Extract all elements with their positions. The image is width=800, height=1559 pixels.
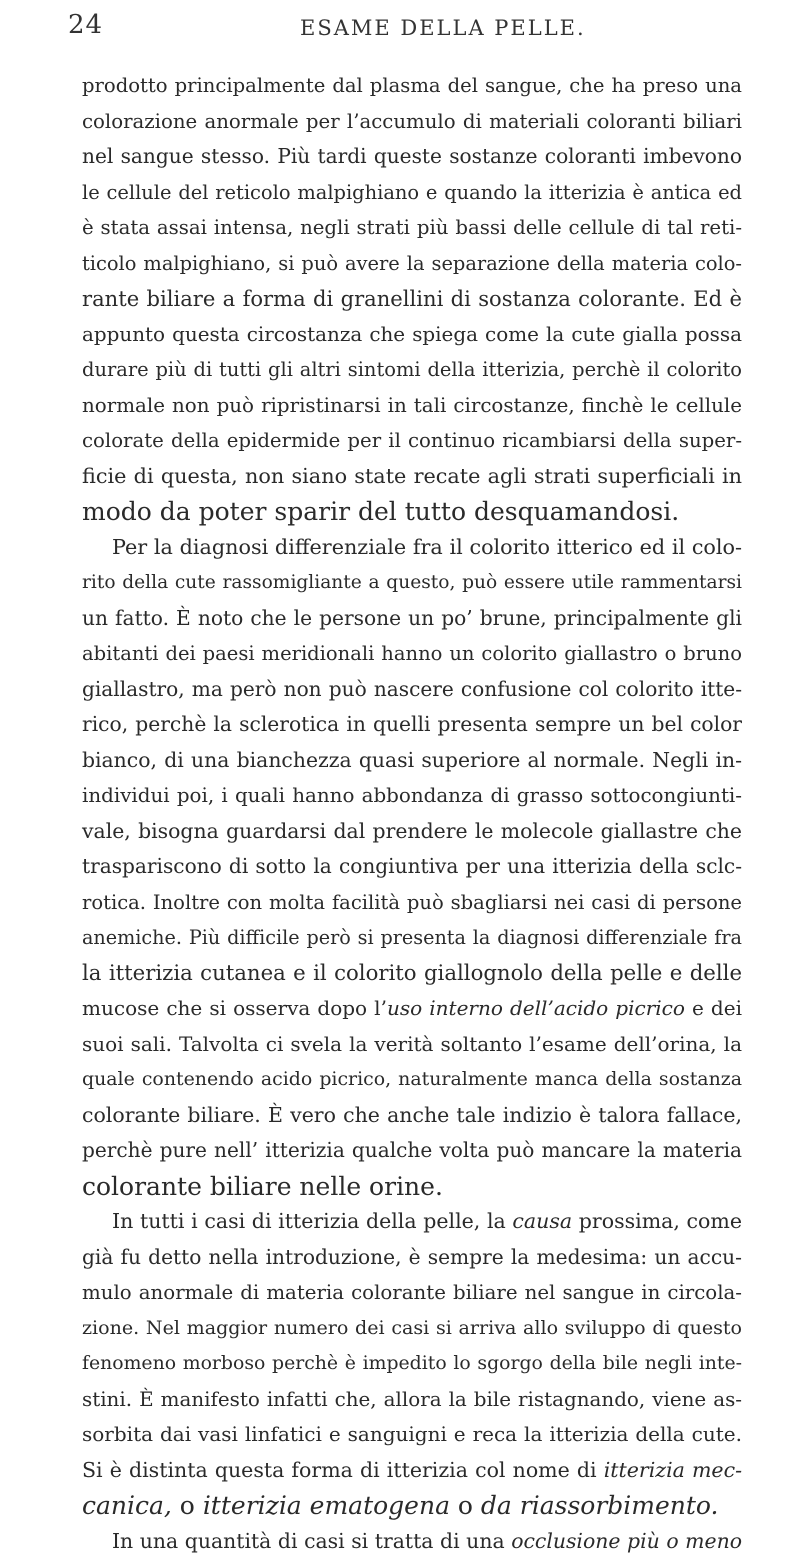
italic-text: itterizia ematogena xyxy=(203,1491,450,1520)
text-line xyxy=(82,352,742,388)
text-segment: modo da poter sparir del tutto desquamandosi. xyxy=(82,497,679,526)
running-head: ESAME DELLA PELLE. xyxy=(300,16,586,40)
text-segment: mucose che si osserva dopo l’ xyxy=(82,996,387,1020)
text-line xyxy=(82,743,742,779)
text-line xyxy=(82,1169,742,1205)
paragraph xyxy=(82,1524,742,1559)
text-line xyxy=(82,601,742,637)
text-segment: stini. È manifesto infatti che, allora la bile ristagnando, viene as- xyxy=(82,1388,742,1411)
italic-text: uso interno dell’acido picrico xyxy=(387,996,685,1020)
text-line xyxy=(82,459,742,495)
text-segment: ficie di questa, non siano state recate agli strati superficiali in xyxy=(82,464,742,488)
text-segment: rotica. Inoltre con molta facilità può sbagliarsi nei casi di persone xyxy=(82,891,742,914)
text-segment: è stata assai intensa, negli strati più bassi delle cellule di tal reti- xyxy=(82,216,742,239)
text-segment: suoi sali. Talvolta ci svela la verità soltanto l’esame dell’orina, la xyxy=(82,1032,742,1056)
text-segment: zione. Nel maggior numero dei casi si arriva allo sviluppo di questo xyxy=(82,1317,742,1339)
text-segment: ticolo malpighiano, si può avere la separazione della materia colo- xyxy=(82,252,742,275)
text-line xyxy=(82,246,742,282)
text-segment: nel sangue stesso. Più tardi queste sostanze coloranti imbevono xyxy=(82,144,742,168)
text-line xyxy=(82,1382,742,1418)
text-segment: già fu detto nella introduzione, è sempre la medesima: un accu- xyxy=(82,1245,742,1269)
text-line xyxy=(82,210,742,246)
text-segment: sorbita dai vasi linfatici e sanguigni e reca la itterizia della cute. xyxy=(82,1422,742,1446)
italic-text: occlusione più o meno xyxy=(511,1529,742,1553)
text-segment: bianco, di una bianchezza quasi superiore al normale. Negli in- xyxy=(82,748,742,772)
text-segment: quale contenendo acido picrico, naturalmente manca della sostanza xyxy=(82,1068,742,1090)
text-segment: abitanti dei paesi meridionali hanno un colorito giallastro o bruno xyxy=(82,642,742,665)
text-line xyxy=(82,1204,742,1240)
text-line xyxy=(82,104,742,140)
text-segment: perchè pure nell’ itterizia qualche volta può mancare la materia xyxy=(82,1138,742,1162)
body-text xyxy=(82,68,742,1559)
text-segment: colorazione anormale per l’accumulo di materiali coloranti biliari xyxy=(82,110,742,133)
text-segment: individui poi, i quali hanno abbondanza di grasso sottocongiunti- xyxy=(82,784,742,807)
text-segment: durare più di tutti gli altri sintomi della itterizia, perchè il colorito xyxy=(82,358,742,381)
text-line xyxy=(82,1098,742,1134)
text-line xyxy=(82,175,742,211)
text-line xyxy=(82,530,742,566)
page-number: 24 xyxy=(68,10,103,40)
text-segment: In una quantità di casi si tratta di una xyxy=(112,1529,511,1553)
text-segment: o xyxy=(450,1491,481,1520)
text-segment: colorate della epidermide per il continuo ricambiarsi della super- xyxy=(82,429,742,452)
text-segment: mulo anormale di materia colorante biliare nel sangue in circola- xyxy=(82,1281,742,1304)
text-line xyxy=(82,565,742,601)
text-segment: prossima, come xyxy=(572,1209,742,1233)
text-segment: Si è distinta questa forma di itterizia col nome di xyxy=(82,1458,604,1482)
text-line xyxy=(82,849,742,885)
text-segment: la itterizia cutanea e il colorito giallognolo della pelle e delle xyxy=(82,961,742,986)
text-segment: appunto questa circostanza che spiega come la cute gialla possa xyxy=(82,323,742,346)
text-line xyxy=(82,636,742,672)
text-line xyxy=(82,1346,742,1382)
paragraph xyxy=(82,530,742,1205)
text-line xyxy=(82,885,742,921)
text-segment: un fatto. È noto che le persone un po’ brune, principalmente gli xyxy=(82,606,742,630)
text-line xyxy=(82,1240,742,1276)
text-line xyxy=(82,778,742,814)
text-line xyxy=(82,707,742,743)
text-line xyxy=(82,1417,742,1453)
text-segment: e dei xyxy=(685,996,742,1020)
text-segment: In tutti i casi di itterizia della pelle, la xyxy=(112,1209,512,1233)
text-line xyxy=(82,814,742,850)
text-segment: Per la diagnosi differenziale fra il colorito itterico ed il colo- xyxy=(112,535,742,559)
text-line xyxy=(82,1311,742,1347)
text-segment: fenomeno morboso perchè è impedito lo sgorgo della bile negli inte- xyxy=(82,1353,742,1374)
text-line xyxy=(82,388,742,424)
text-segment: anemiche. Più difficile però si presenta la diagnosi differenziale fra xyxy=(82,926,742,949)
text-segment: rito della cute rassomigliante a questo, può essere utile rammentarsi xyxy=(82,572,742,593)
text-line xyxy=(82,423,742,459)
text-line xyxy=(82,1275,742,1311)
text-segment: normale non può ripristinarsi in tali circostanze, finchè le cellule xyxy=(82,394,742,417)
text-segment: colorante biliare. È vero che anche tale indizio è talora fallace, xyxy=(82,1103,742,1127)
text-segment: le cellule del reticolo malpighiano e quando la itterizia è antica ed xyxy=(82,181,742,204)
paragraph xyxy=(82,68,742,530)
text-segment: rico, perchè la sclerotica in quelli presenta sempre un bel color xyxy=(82,712,742,736)
text-line xyxy=(82,139,742,175)
text-line xyxy=(82,672,742,708)
text-line xyxy=(82,1453,742,1489)
text-line xyxy=(82,1027,742,1063)
text-line xyxy=(82,494,742,530)
text-segment: giallastro, ma però non può nascere confusione col colorito itte- xyxy=(82,677,742,701)
text-line xyxy=(82,1062,742,1098)
text-segment: o xyxy=(172,1491,203,1520)
text-line xyxy=(82,991,742,1027)
text-line xyxy=(82,1488,742,1524)
text-segment: prodotto principalmente dal plasma del sangue, che ha preso una xyxy=(82,74,742,97)
text-line xyxy=(82,317,742,353)
text-line xyxy=(82,920,742,956)
text-line xyxy=(82,956,742,992)
text-line xyxy=(82,281,742,317)
text-segment: rante biliare a forma di granellini di sostanza colorante. Ed è xyxy=(82,286,742,311)
text-segment: colorante biliare nelle orine. xyxy=(82,1172,443,1201)
text-line xyxy=(82,1524,742,1559)
text-segment: vale, bisogna guardarsi dal prendere le molecole giallastre che xyxy=(82,819,742,843)
italic-text: da riassorbimento. xyxy=(481,1491,719,1520)
text-segment: traspariscono di sotto la congiuntiva per una itterizia della sclc- xyxy=(82,854,742,878)
italic-text: canica, xyxy=(82,1491,172,1520)
text-line xyxy=(82,68,742,104)
italic-text: causa xyxy=(512,1209,572,1233)
page-header xyxy=(0,10,800,50)
italic-text: itterizia mec- xyxy=(604,1458,742,1482)
text-line xyxy=(82,1133,742,1169)
paragraph xyxy=(82,1204,742,1524)
